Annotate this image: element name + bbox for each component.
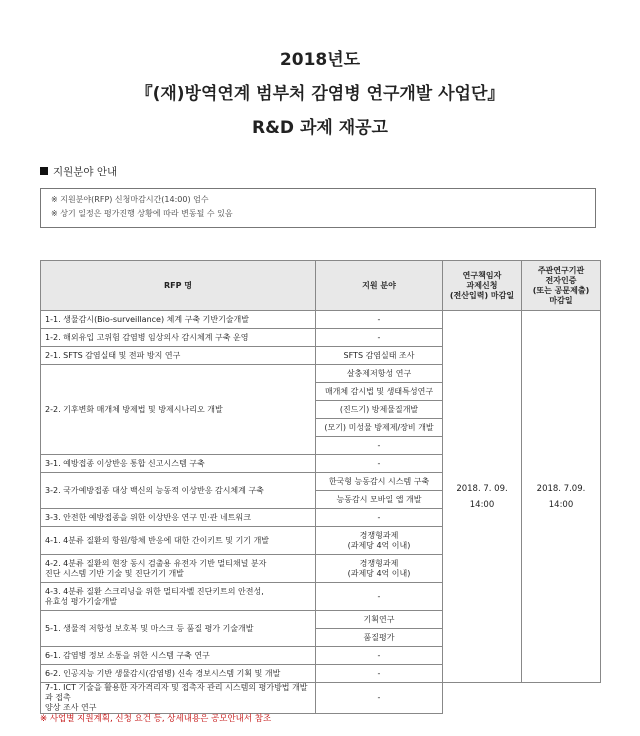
field-line: (과제당 4억 이내) bbox=[347, 568, 411, 578]
rfp-field: - bbox=[316, 683, 443, 714]
rfp-field: - bbox=[316, 329, 443, 347]
rfp-name: 3-1. 예방접종 이상반응 통합 신고시스템 구축 bbox=[41, 455, 316, 473]
rfp-field: 매개체 감시법 및 생태특성연구 bbox=[316, 383, 443, 401]
field-line: 경쟁형과제 bbox=[359, 530, 399, 540]
table-row bbox=[41, 683, 601, 714]
rfp-field: SFTS 감염실태 조사 bbox=[316, 347, 443, 365]
title-block bbox=[0, 46, 640, 142]
deadline-institution-cell bbox=[522, 311, 601, 683]
rfp-field: - bbox=[316, 583, 443, 611]
header-line: 마감일 bbox=[549, 295, 573, 305]
header-rfp: RFP 명 bbox=[41, 261, 316, 311]
name-line: 진단 시스템 기반 기술 및 진단기기 개발 bbox=[45, 568, 184, 578]
year-title: 2018년도 bbox=[279, 50, 361, 70]
rfp-field: 살충제저항성 연구 bbox=[316, 365, 443, 383]
deadline-date: 2018. 7.09. bbox=[536, 483, 586, 494]
rfp-name: 1-2. 해외유입 고위험 감염병 임상의사 감시체계 구축 운영 bbox=[41, 329, 316, 347]
deadline-researcher-cell bbox=[443, 311, 522, 683]
header-line: 전자인증 bbox=[545, 275, 577, 285]
header-line: (전산입력) 마감일 bbox=[449, 290, 515, 300]
rfp-name: 3-2. 국가예방접종 대상 백신의 능동적 이상반응 감시체계 구축 bbox=[41, 473, 316, 509]
header-line: 연구책임자 bbox=[462, 270, 502, 280]
rfp-field: 한국형 능동감시 시스템 구축 bbox=[316, 473, 443, 491]
rfp-field: 기획연구 bbox=[316, 611, 443, 629]
rfp-field: (진드기) 방제물질개발 bbox=[316, 401, 443, 419]
name-line: 4-3. 4분류 질환 스크리닝을 위한 멀티자벨 진단키트의 안전성, bbox=[45, 586, 264, 596]
rfp-field: 품질평가 bbox=[316, 629, 443, 647]
table-header-row bbox=[41, 261, 601, 311]
rfp-field: - bbox=[316, 665, 443, 683]
table-row bbox=[41, 311, 601, 329]
rfp-name: 1-1. 생물감시(Bio-surveillance) 체계 구축 기반기술개발 bbox=[41, 311, 316, 329]
notice-box bbox=[40, 188, 596, 228]
rfp-field: - bbox=[316, 437, 443, 455]
section-heading bbox=[40, 164, 117, 179]
rfp-name bbox=[41, 683, 316, 714]
section-heading-text: 지원분야 안내 bbox=[53, 166, 118, 178]
name-line: 유효성 평가기술개발 bbox=[45, 596, 118, 606]
rfp-field: - bbox=[316, 455, 443, 473]
rfp-field: - bbox=[316, 509, 443, 527]
rfp-field: - bbox=[316, 647, 443, 665]
notice-line: ※ 지원분야(RFP) 신청마감시간(14:00) 엄수 bbox=[51, 195, 209, 204]
deadline-date: 2018. 7. 09. bbox=[456, 483, 508, 494]
rfp-field: - bbox=[316, 311, 443, 329]
header-deadline-researcher bbox=[443, 261, 522, 311]
organization-title: 『(재)방역연계 범부처 감염병 연구개발 사업단』 bbox=[135, 84, 505, 104]
rfp-name: 2-1. SFTS 감염실태 및 전파 방지 연구 bbox=[41, 347, 316, 365]
square-bullet-icon bbox=[40, 167, 48, 175]
rfp-field: 능동감시 모바일 앱 개발 bbox=[316, 491, 443, 509]
page-title: R&D 과제 재공고 bbox=[252, 118, 388, 138]
name-line: 7-1. ICT 기술을 활용한 자가격리자 및 접촉자 관리 시스템의 평가방법 개발과 접촉 bbox=[45, 683, 308, 702]
rfp-name: 6-1. 감염병 정보 소통을 위한 시스템 구축 연구 bbox=[41, 647, 316, 665]
rfp-name: 2-2. 기후변화 매개체 방제법 및 방제시나리오 개발 bbox=[41, 365, 316, 455]
name-line: 양상 조사 연구 bbox=[45, 703, 97, 712]
rfp-name bbox=[41, 555, 316, 583]
rfp-field bbox=[316, 527, 443, 555]
rfp-name: 4-1. 4분류 질환의 항원/항체 반응에 대한 간이키트 및 기기 개발 bbox=[41, 527, 316, 555]
header-line: 주관연구기관 bbox=[537, 265, 585, 275]
deadline-time: 14:00 bbox=[548, 499, 574, 510]
rfp-table bbox=[40, 260, 601, 714]
rfp-name: 6-2. 인공지능 기반 생물감시(감염병) 신속 경보시스템 기획 및 개발 bbox=[41, 665, 316, 683]
name-line: 4-2. 4분류 질환의 현장 동시 검출용 유전자 기반 멀티채널 분자 bbox=[45, 558, 267, 568]
rfp-field bbox=[316, 555, 443, 583]
field-line: (과제당 4억 이내) bbox=[347, 540, 411, 550]
rfp-field: (모기) 미성물 방제제/장비 개발 bbox=[316, 419, 443, 437]
field-line: 경쟁형과제 bbox=[359, 558, 399, 568]
footnote: ※ 사업별 지원계획, 신청 요건 등, 상세내용은 공모안내서 참조 bbox=[40, 714, 272, 724]
header-line: 과제신청 bbox=[466, 280, 498, 290]
rfp-name: 3-3. 안전한 예방접종을 위한 이상반응 연구 민·관 네트워크 bbox=[41, 509, 316, 527]
rfp-name bbox=[41, 583, 316, 611]
rfp-name: 5-1. 생물적 저항성 보호복 및 마스크 등 품질 평가 기술개발 bbox=[41, 611, 316, 647]
header-line: (또는 공문제출) bbox=[532, 285, 590, 295]
notice-line: ※ 상기 일정은 평가진행 상황에 따라 변동될 수 있음 bbox=[51, 209, 233, 218]
header-deadline-institution bbox=[522, 261, 601, 311]
header-field: 지원 분야 bbox=[316, 261, 443, 311]
deadline-time: 14:00 bbox=[469, 499, 495, 510]
